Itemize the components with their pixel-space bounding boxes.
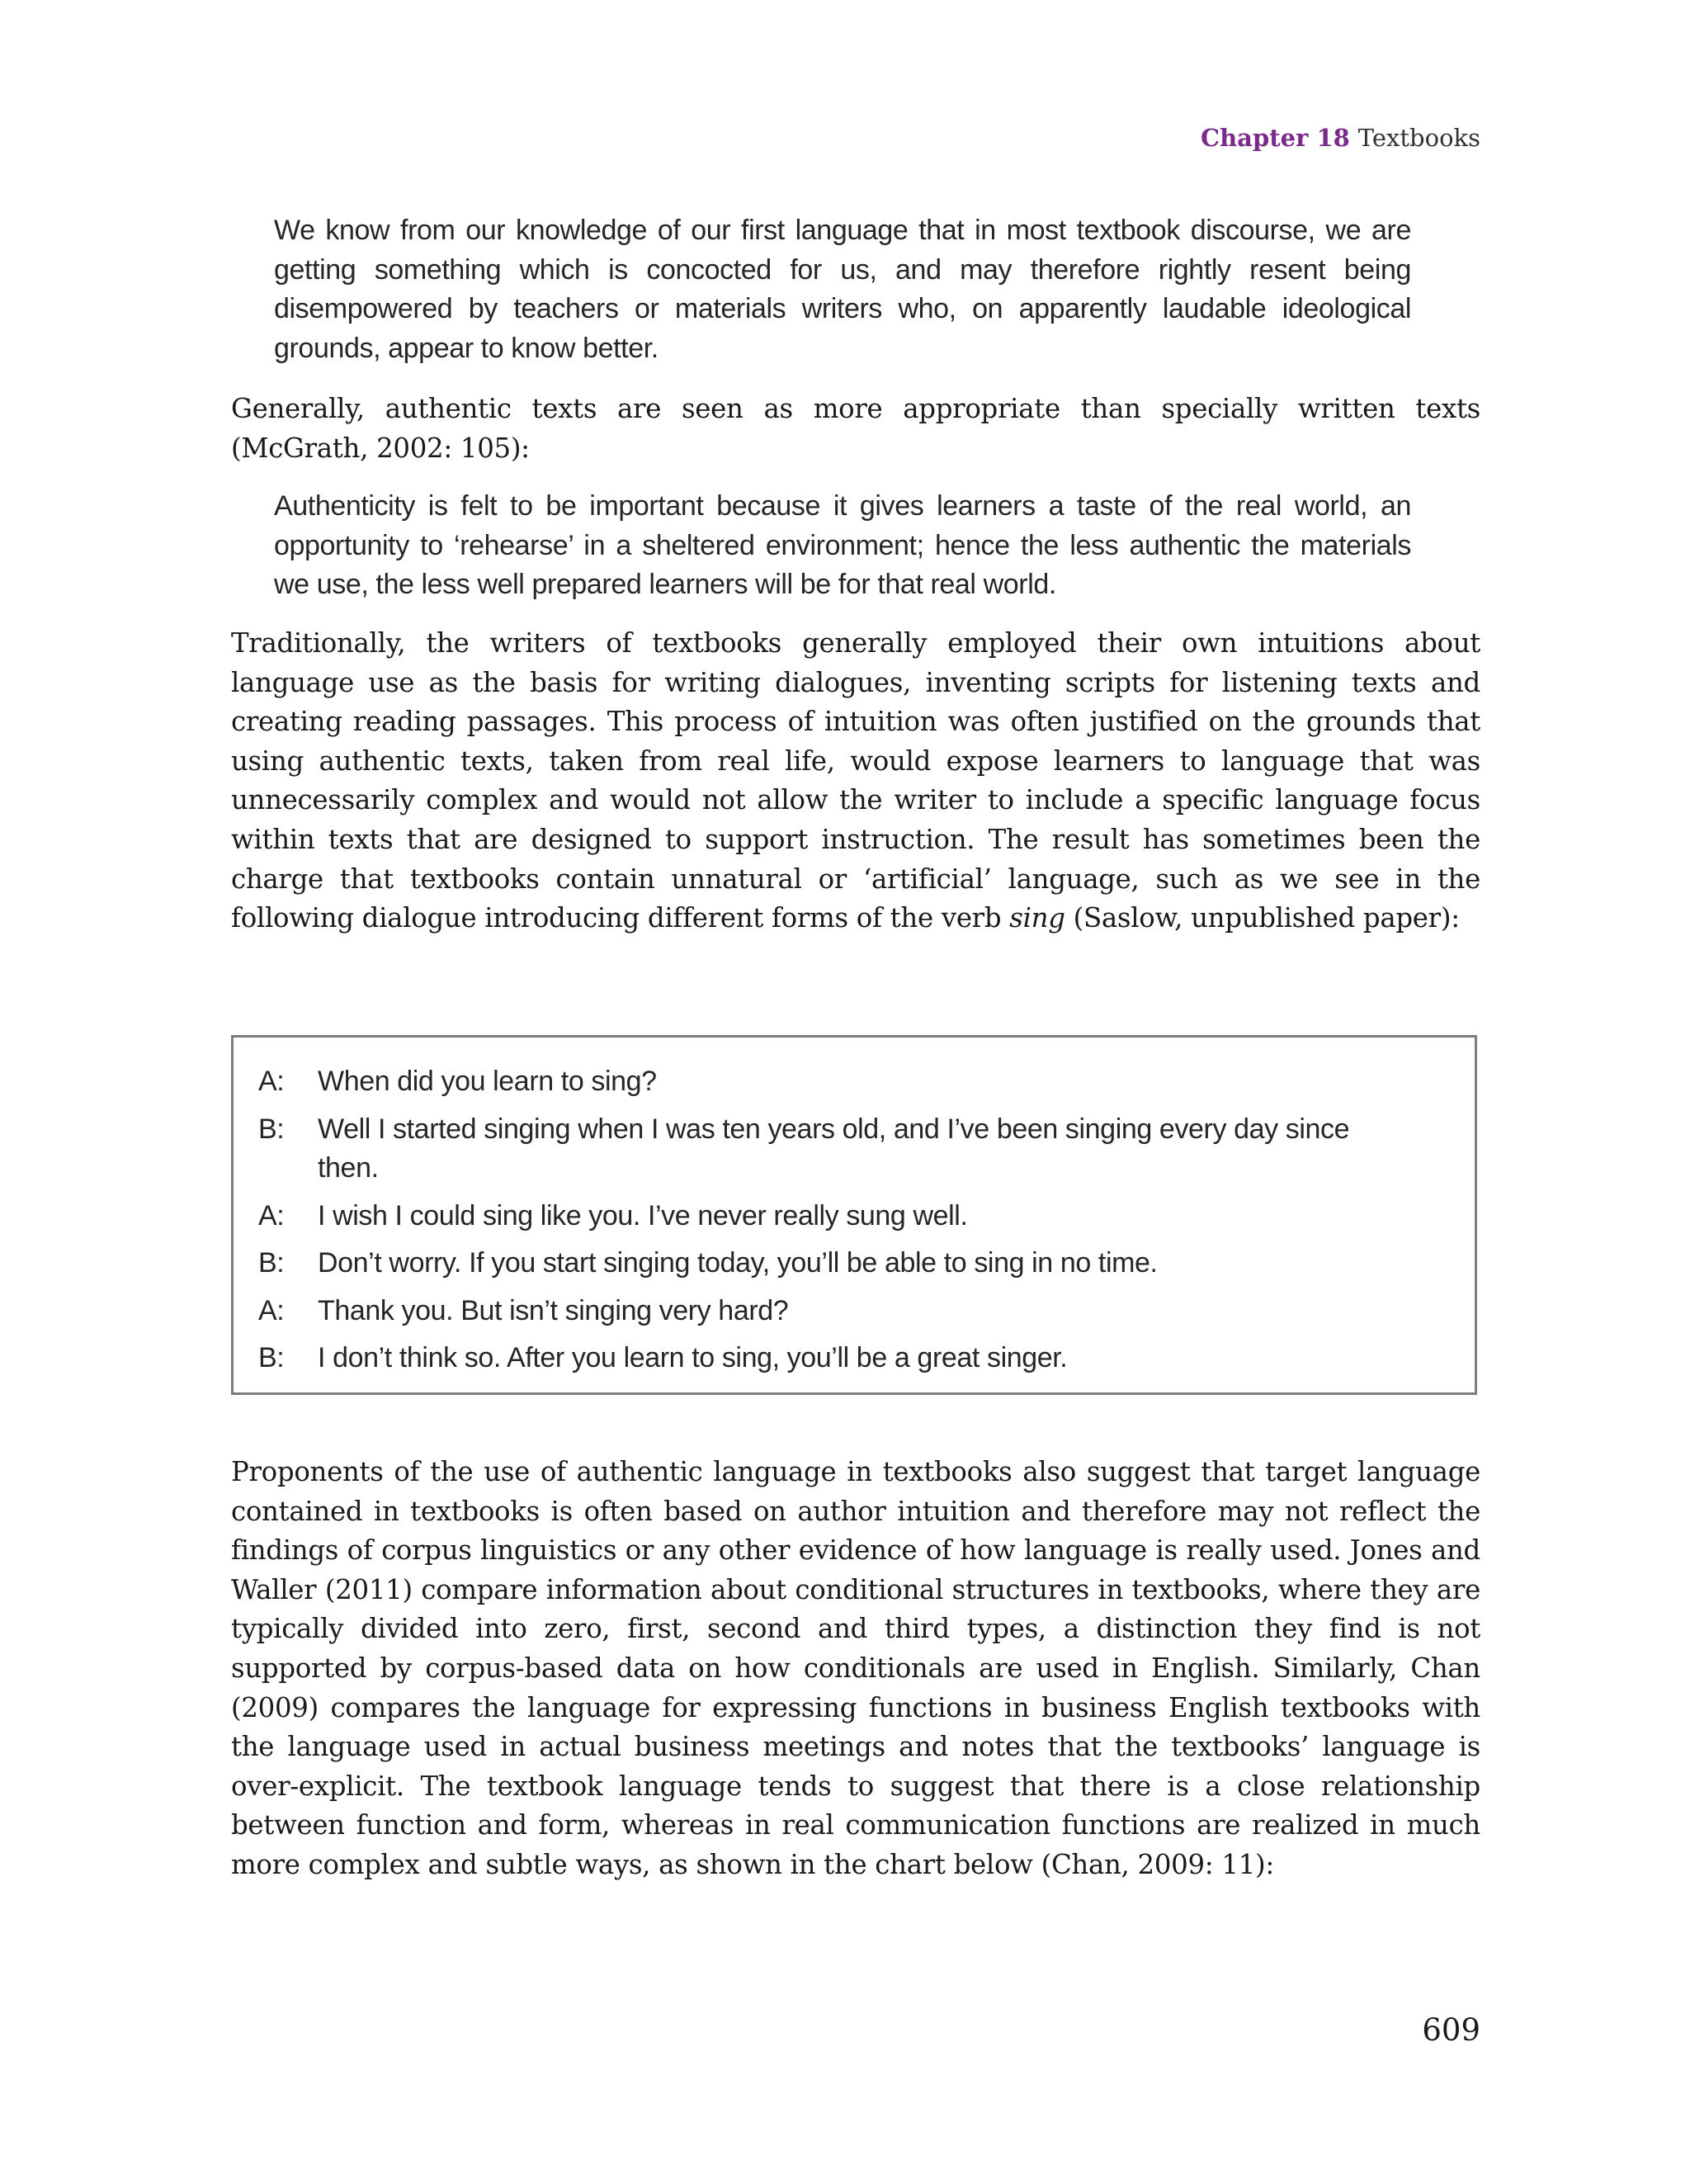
book-page: [231, 0, 1480, 2184]
paragraph-2-text: Traditionally, the writers of textbooks generally employed their own intuitions about language use as the basis for writing dialogues, inventing scripts for listening texts and creating reading passages. This process of intuition was often justified on the grounds that using authentic texts, taken from real life, would expose learners to language that was unnecessarily complex and would not allow the writer to include a specific language focus within texts that are designed to support instruction. The result has sometimes been the charge that textbooks contain unnatural or ‘artificial’ language, such as we see in the following dialogue introducing different forms of the verb: [231, 627, 1480, 934]
chapter-label: Chapter 18: [1200, 124, 1350, 152]
page-number: 609: [1422, 2012, 1480, 2048]
paragraph-2-text-end: (Saslow, unpublished paper):: [1065, 902, 1460, 934]
dialogue-line: [258, 1062, 1447, 1102]
dialogue-speaker: A:: [258, 1199, 285, 1231]
dialogue-text: Thank you. But isn’t singing very hard?: [318, 1294, 789, 1326]
paragraph-2: [231, 624, 1480, 938]
chapter-title: Textbooks: [1357, 124, 1480, 152]
dialogue-speaker: B:: [258, 1342, 285, 1373]
dialogue-line: [258, 1339, 1447, 1378]
dialogue-line: [258, 1110, 1447, 1189]
dialogue-line: [258, 1197, 1447, 1236]
block-quote-2: Authenticity is felt to be important because it gives learners a taste of the real world, an opportunity to ‘rehearse’ in a sheltered environment; hence the less authentic the materials we use, the less well prepared learners will be for that real world.: [274, 490, 1411, 600]
dialogue-line: [258, 1244, 1447, 1283]
dialogue-speaker: A:: [258, 1294, 285, 1326]
paragraph-2-italic: sing: [1009, 902, 1065, 934]
dialogue-text: I wish I could sing like you. I’ve never really sung well.: [318, 1199, 968, 1231]
dialogue-text: Well I started singing when I was ten years old, and I’ve been singing every day since then.: [318, 1113, 1350, 1184]
dialogue-speaker: A:: [258, 1066, 285, 1097]
dialogue-speaker: B:: [258, 1247, 285, 1279]
dialogue-box: [231, 1035, 1477, 1395]
dialogue-text: When did you learn to sing?: [318, 1066, 657, 1097]
running-head: [1201, 124, 1480, 152]
block-quote-1: We know from our knowledge of our first language that in most textbook discourse, we are getting something which is concocted for us, and may therefore rightly resent being disempowered by teachers or materials writers who, on apparently laudable ideological grounds, appear to know better.: [274, 215, 1411, 364]
dialogue-speaker: B:: [258, 1113, 285, 1145]
dialogue-line: [258, 1292, 1447, 1331]
dialogue-lines: [258, 1062, 1447, 1387]
paragraph-3: Proponents of the use of authentic language in textbooks also suggest that target language contained in textbooks is often based on author intuition and therefore may not reflect the findings of corpus linguistics or any other evidence of how language is really used. Jones and Waller (2011) compare information about conditional structures in textbooks, where they are typically divided into zero, first, second and third types, a distinction they find is not supported by corpus-based data on how conditionals are used in English. Similarly, Chan (2009) compares the language for expressing functions in business English textbooks with the language used in actual business meetings and notes that the textbooks’ language is over-explicit. The textbook language tends to suggest that there is a close relationship between function and form, whereas in real communication functions are realized in much more complex and subtle ways, as shown in the chart below (Chan, 2009: 11):: [231, 1456, 1480, 1880]
dialogue-text: Don’t worry. If you start singing today, you’ll be able to sing in no time.: [318, 1247, 1158, 1279]
paragraph-1: Generally, authentic texts are seen as more appropriate than specially written texts (McGrath, 2002: 105):: [231, 393, 1480, 464]
dialogue-text: I don’t think so. After you learn to sing, you’ll be a great singer.: [318, 1342, 1068, 1373]
